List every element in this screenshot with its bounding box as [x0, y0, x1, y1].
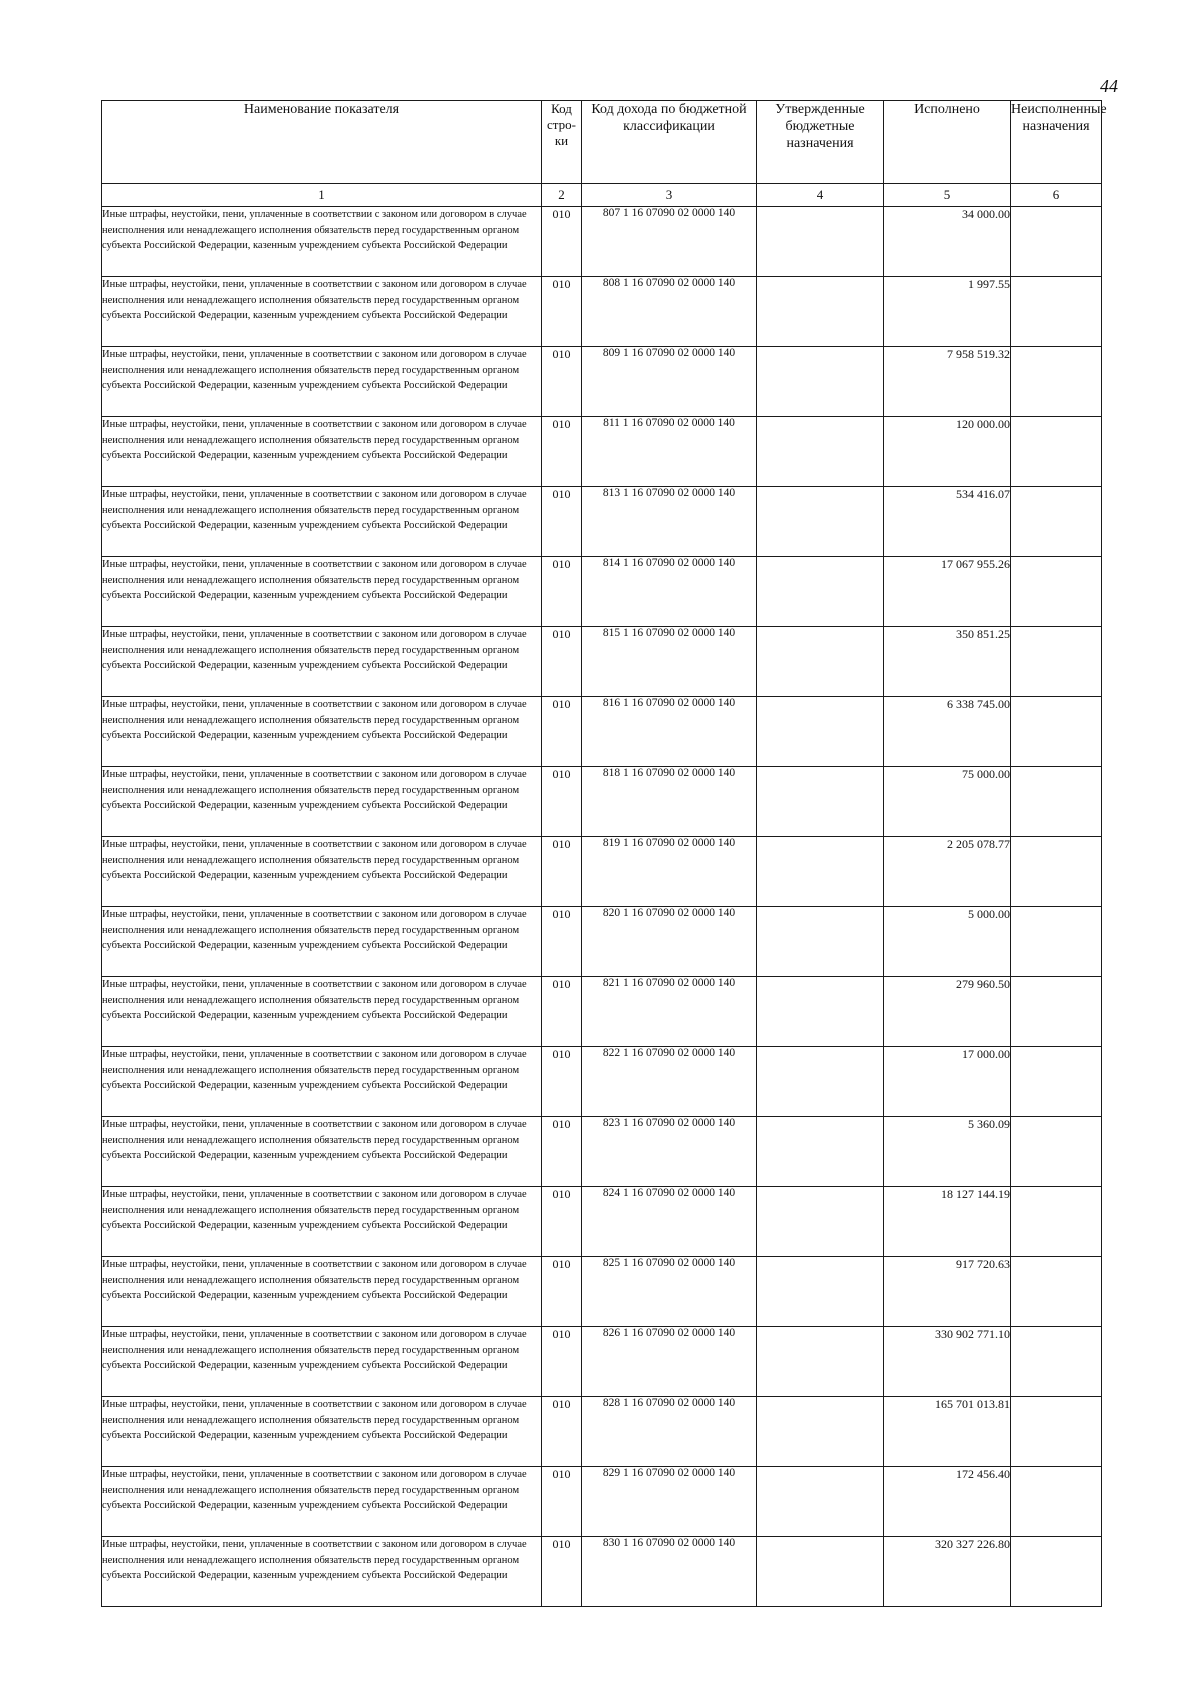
unexecuted-amount-cell	[1011, 1257, 1102, 1327]
line-code-cell: 010	[542, 487, 582, 557]
column-number: 6	[1011, 184, 1102, 207]
executed-amount-cell: 2 205 078.77	[884, 837, 1011, 907]
indicator-name-cell: Иные штрафы, неустойки, пени, уплаченные в соответствии с законом или договором в случае неисполнения или ненадлежащего исполнения обязательств перед государственным органом субъекта Российской Федерации, казенным учреждением субъекта Российской Федерации	[102, 207, 542, 277]
executed-amount-cell: 7 958 519.32	[884, 347, 1011, 417]
table-row	[102, 487, 1102, 557]
line-code-cell: 010	[542, 207, 582, 277]
indicator-name-cell: Иные штрафы, неустойки, пени, уплаченные в соответствии с законом или договором в случае неисполнения или ненадлежащего исполнения обязательств перед государственным органом субъекта Российской Федерации, казенным учреждением субъекта Российской Федерации	[102, 487, 542, 557]
table-row	[102, 417, 1102, 487]
unexecuted-amount-cell	[1011, 1047, 1102, 1117]
approved-amount-cell	[757, 907, 884, 977]
approved-amount-cell	[757, 487, 884, 557]
indicator-name-cell: Иные штрафы, неустойки, пени, уплаченные в соответствии с законом или договором в случае неисполнения или ненадлежащего исполнения обязательств перед государственным органом субъекта Российской Федерации, казенным учреждением субъекта Российской Федерации	[102, 557, 542, 627]
indicator-name-cell: Иные штрафы, неустойки, пени, уплаченные в соответствии с законом или договором в случае неисполнения или ненадлежащего исполнения обязательств перед государственным органом субъекта Российской Федерации, казенным учреждением субъекта Российской Федерации	[102, 1467, 542, 1537]
indicator-name-cell: Иные штрафы, неустойки, пени, уплаченные в соответствии с законом или договором в случае неисполнения или ненадлежащего исполнения обязательств перед государственным органом субъекта Российской Федерации, казенным учреждением субъекта Российской Федерации	[102, 837, 542, 907]
table-row	[102, 907, 1102, 977]
line-code-cell: 010	[542, 1117, 582, 1187]
unexecuted-amount-cell	[1011, 1397, 1102, 1467]
table-body	[102, 207, 1102, 1607]
approved-amount-cell	[757, 627, 884, 697]
income-code-cell: 823 1 16 07090 02 0000 140	[582, 1117, 757, 1187]
approved-amount-cell	[757, 557, 884, 627]
approved-amount-cell	[757, 417, 884, 487]
unexecuted-amount-cell	[1011, 347, 1102, 417]
income-code-cell: 830 1 16 07090 02 0000 140	[582, 1537, 757, 1607]
column-number-row	[102, 184, 1102, 207]
income-code-cell: 822 1 16 07090 02 0000 140	[582, 1047, 757, 1117]
executed-amount-cell: 320 327 226.80	[884, 1537, 1011, 1607]
approved-amount-cell	[757, 1117, 884, 1187]
line-code-cell: 010	[542, 1257, 582, 1327]
executed-amount-cell: 6 338 745.00	[884, 697, 1011, 767]
column-number: 3	[582, 184, 757, 207]
income-code-cell: 824 1 16 07090 02 0000 140	[582, 1187, 757, 1257]
line-code-cell: 010	[542, 977, 582, 1047]
income-code-cell: 807 1 16 07090 02 0000 140	[582, 207, 757, 277]
approved-amount-cell	[757, 207, 884, 277]
indicator-name-cell: Иные штрафы, неустойки, пени, уплаченные в соответствии с законом или договором в случае неисполнения или ненадлежащего исполнения обязательств перед государственным органом субъекта Российской Федерации, казенным учреждением субъекта Российской Федерации	[102, 1397, 542, 1467]
income-code-cell: 816 1 16 07090 02 0000 140	[582, 697, 757, 767]
unexecuted-amount-cell	[1011, 1537, 1102, 1607]
approved-amount-cell	[757, 767, 884, 837]
table-row	[102, 1467, 1102, 1537]
approved-amount-cell	[757, 1467, 884, 1537]
page-number: 44	[1100, 76, 1118, 96]
unexecuted-amount-cell	[1011, 277, 1102, 347]
header-income-code: Код дохода по бюджетной классификации	[582, 101, 757, 184]
column-number: 1	[102, 184, 542, 207]
approved-amount-cell	[757, 1047, 884, 1117]
indicator-name-cell: Иные штрафы, неустойки, пени, уплаченные в соответствии с законом или договором в случае неисполнения или ненадлежащего исполнения обязательств перед государственным органом субъекта Российской Федерации, казенным учреждением субъекта Российской Федерации	[102, 347, 542, 417]
budget-execution-table	[101, 100, 1107, 1607]
approved-amount-cell	[757, 277, 884, 347]
income-code-cell: 826 1 16 07090 02 0000 140	[582, 1327, 757, 1397]
income-code-cell: 819 1 16 07090 02 0000 140	[582, 837, 757, 907]
income-code-cell: 829 1 16 07090 02 0000 140	[582, 1467, 757, 1537]
table-row	[102, 1187, 1102, 1257]
indicator-name-cell: Иные штрафы, неустойки, пени, уплаченные в соответствии с законом или договором в случае неисполнения или ненадлежащего исполнения обязательств перед государственным органом субъекта Российской Федерации, казенным учреждением субъекта Российской Федерации	[102, 767, 542, 837]
income-code-cell: 818 1 16 07090 02 0000 140	[582, 767, 757, 837]
executed-amount-cell: 165 701 013.81	[884, 1397, 1011, 1467]
executed-amount-cell: 18 127 144.19	[884, 1187, 1011, 1257]
table-row	[102, 1397, 1102, 1467]
table-row	[102, 557, 1102, 627]
indicator-name-cell: Иные штрафы, неустойки, пени, уплаченные в соответствии с законом или договором в случае неисполнения или ненадлежащего исполнения обязательств перед государственным органом субъекта Российской Федерации, казенным учреждением субъекта Российской Федерации	[102, 977, 542, 1047]
indicator-name-cell: Иные штрафы, неустойки, пени, уплаченные в соответствии с законом или договором в случае неисполнения или ненадлежащего исполнения обязательств перед государственным органом субъекта Российской Федерации, казенным учреждением субъекта Российской Федерации	[102, 1047, 542, 1117]
indicator-name-cell: Иные штрафы, неустойки, пени, уплаченные в соответствии с законом или договором в случае неисполнения или ненадлежащего исполнения обязательств перед государственным органом субъекта Российской Федерации, казенным учреждением субъекта Российской Федерации	[102, 907, 542, 977]
executed-amount-cell: 534 416.07	[884, 487, 1011, 557]
table-row	[102, 207, 1102, 277]
indicator-name-cell: Иные штрафы, неустойки, пени, уплаченные в соответствии с законом или договором в случае неисполнения или ненадлежащего исполнения обязательств перед государственным органом субъекта Российской Федерации, казенным учреждением субъекта Российской Федерации	[102, 697, 542, 767]
unexecuted-amount-cell	[1011, 977, 1102, 1047]
income-code-cell: 815 1 16 07090 02 0000 140	[582, 627, 757, 697]
table-header	[102, 101, 1107, 207]
column-number: 5	[884, 184, 1011, 207]
line-code-cell: 010	[542, 627, 582, 697]
approved-amount-cell	[757, 1327, 884, 1397]
executed-amount-cell: 120 000.00	[884, 417, 1011, 487]
indicator-name-cell: Иные штрафы, неустойки, пени, уплаченные в соответствии с законом или договором в случае неисполнения или ненадлежащего исполнения обязательств перед государственным органом субъекта Российской Федерации, казенным учреждением субъекта Российской Федерации	[102, 1187, 542, 1257]
table-row	[102, 697, 1102, 767]
executed-amount-cell: 75 000.00	[884, 767, 1011, 837]
executed-amount-cell: 5 000.00	[884, 907, 1011, 977]
income-code-cell: 825 1 16 07090 02 0000 140	[582, 1257, 757, 1327]
indicator-name-cell: Иные штрафы, неустойки, пени, уплаченные в соответствии с законом или договором в случае неисполнения или ненадлежащего исполнения обязательств перед государственным органом субъекта Российской Федерации, казенным учреждением субъекта Российской Федерации	[102, 1537, 542, 1607]
approved-amount-cell	[757, 1397, 884, 1467]
line-code-cell: 010	[542, 1397, 582, 1467]
line-code-cell: 010	[542, 277, 582, 347]
income-code-cell: 811 1 16 07090 02 0000 140	[582, 417, 757, 487]
header-unexecuted: Неисполненные назначения	[1011, 101, 1102, 184]
unexecuted-amount-cell	[1011, 907, 1102, 977]
unexecuted-amount-cell	[1011, 1467, 1102, 1537]
line-code-cell: 010	[542, 417, 582, 487]
indicator-name-cell: Иные штрафы, неустойки, пени, уплаченные в соответствии с законом или договором в случае неисполнения или ненадлежащего исполнения обязательств перед государственным органом субъекта Российской Федерации, казенным учреждением субъекта Российской Федерации	[102, 1327, 542, 1397]
table-row	[102, 347, 1102, 417]
table-row	[102, 1327, 1102, 1397]
executed-amount-cell: 350 851.25	[884, 627, 1011, 697]
table-row	[102, 837, 1102, 907]
header-approved: Утвержденные бюджетные назначения	[757, 101, 884, 184]
table-row	[102, 1257, 1102, 1327]
line-code-cell: 010	[542, 557, 582, 627]
income-code-cell: 814 1 16 07090 02 0000 140	[582, 557, 757, 627]
line-code-cell: 010	[542, 1467, 582, 1537]
table-row	[102, 977, 1102, 1047]
unexecuted-amount-cell	[1011, 1117, 1102, 1187]
table-row	[102, 1117, 1102, 1187]
line-code-cell: 010	[542, 1047, 582, 1117]
income-code-cell: 820 1 16 07090 02 0000 140	[582, 907, 757, 977]
approved-amount-cell	[757, 697, 884, 767]
line-code-cell: 010	[542, 347, 582, 417]
line-code-cell: 010	[542, 1187, 582, 1257]
column-number: 4	[757, 184, 884, 207]
income-code-cell: 821 1 16 07090 02 0000 140	[582, 977, 757, 1047]
income-code-cell: 828 1 16 07090 02 0000 140	[582, 1397, 757, 1467]
indicator-name-cell: Иные штрафы, неустойки, пени, уплаченные в соответствии с законом или договором в случае неисполнения или ненадлежащего исполнения обязательств перед государственным органом субъекта Российской Федерации, казенным учреждением субъекта Российской Федерации	[102, 627, 542, 697]
table-row	[102, 627, 1102, 697]
column-number: 2	[542, 184, 582, 207]
unexecuted-amount-cell	[1011, 697, 1102, 767]
table-row	[102, 1047, 1102, 1117]
executed-amount-cell: 330 902 771.10	[884, 1327, 1011, 1397]
table-row	[102, 277, 1102, 347]
unexecuted-amount-cell	[1011, 557, 1102, 627]
line-code-cell: 010	[542, 1537, 582, 1607]
unexecuted-amount-cell	[1011, 1327, 1102, 1397]
executed-amount-cell: 17 067 955.26	[884, 557, 1011, 627]
table-row	[102, 1537, 1102, 1607]
line-code-cell: 010	[542, 1327, 582, 1397]
unexecuted-amount-cell	[1011, 1187, 1102, 1257]
unexecuted-amount-cell	[1011, 627, 1102, 697]
table-row	[102, 767, 1102, 837]
header-name: Наименование показателя	[102, 101, 542, 184]
line-code-cell: 010	[542, 697, 582, 767]
header-line-code: Код стро- ки	[542, 101, 582, 184]
header-executed: Исполнено	[884, 101, 1011, 184]
unexecuted-amount-cell	[1011, 417, 1102, 487]
income-code-cell: 808 1 16 07090 02 0000 140	[582, 277, 757, 347]
approved-amount-cell	[757, 977, 884, 1047]
approved-amount-cell	[757, 837, 884, 907]
approved-amount-cell	[757, 1257, 884, 1327]
approved-amount-cell	[757, 347, 884, 417]
unexecuted-amount-cell	[1011, 207, 1102, 277]
unexecuted-amount-cell	[1011, 837, 1102, 907]
indicator-name-cell: Иные штрафы, неустойки, пени, уплаченные в соответствии с законом или договором в случае неисполнения или ненадлежащего исполнения обязательств перед государственным органом субъекта Российской Федерации, казенным учреждением субъекта Российской Федерации	[102, 1117, 542, 1187]
income-code-cell: 809 1 16 07090 02 0000 140	[582, 347, 757, 417]
line-code-cell: 010	[542, 767, 582, 837]
approved-amount-cell	[757, 1537, 884, 1607]
executed-amount-cell: 172 456.40	[884, 1467, 1011, 1537]
executed-amount-cell: 1 997.55	[884, 277, 1011, 347]
approved-amount-cell	[757, 1187, 884, 1257]
executed-amount-cell: 917 720.63	[884, 1257, 1011, 1327]
unexecuted-amount-cell	[1011, 767, 1102, 837]
executed-amount-cell: 5 360.09	[884, 1117, 1011, 1187]
indicator-name-cell: Иные штрафы, неустойки, пени, уплаченные в соответствии с законом или договором в случае неисполнения или ненадлежащего исполнения обязательств перед государственным органом субъекта Российской Федерации, казенным учреждением субъекта Российской Федерации	[102, 277, 542, 347]
indicator-name-cell: Иные штрафы, неустойки, пени, уплаченные в соответствии с законом или договором в случае неисполнения или ненадлежащего исполнения обязательств перед государственным органом субъекта Российской Федерации, казенным учреждением субъекта Российской Федерации	[102, 417, 542, 487]
executed-amount-cell: 17 000.00	[884, 1047, 1011, 1117]
indicator-name-cell: Иные штрафы, неустойки, пени, уплаченные в соответствии с законом или договором в случае неисполнения или ненадлежащего исполнения обязательств перед государственным органом субъекта Российской Федерации, казенным учреждением субъекта Российской Федерации	[102, 1257, 542, 1327]
unexecuted-amount-cell	[1011, 487, 1102, 557]
income-code-cell: 813 1 16 07090 02 0000 140	[582, 487, 757, 557]
line-code-cell: 010	[542, 837, 582, 907]
line-code-cell: 010	[542, 907, 582, 977]
executed-amount-cell: 279 960.50	[884, 977, 1011, 1047]
executed-amount-cell: 34 000.00	[884, 207, 1011, 277]
